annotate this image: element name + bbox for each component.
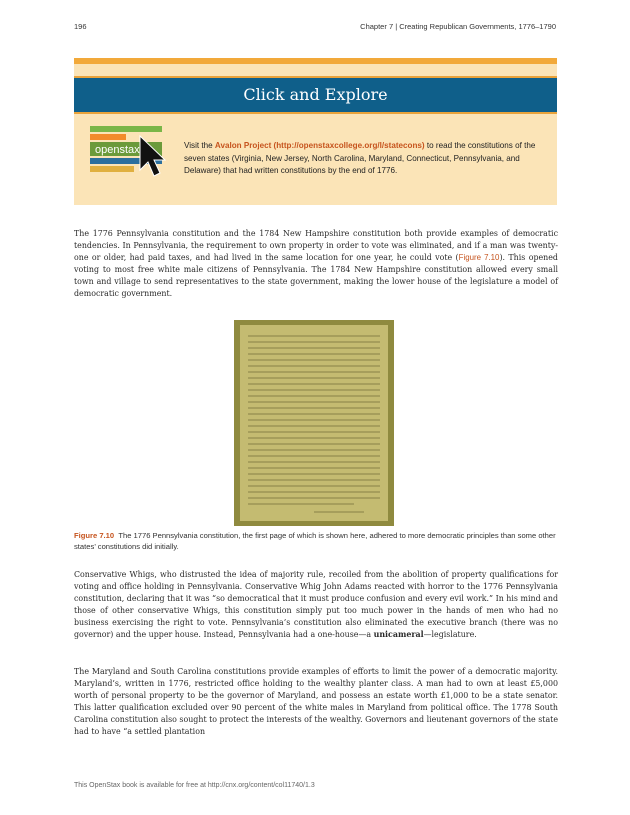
feature-title-band xyxy=(74,76,557,114)
openstax-logo xyxy=(90,126,170,178)
feature-title: Click and Explore xyxy=(243,85,388,104)
feature-text: Visit the Avalon Project (http://openstaxcollege.org/l/statecons) to read the constitutions of the seven states (Virginia, New Jersey, North Carolina, Maryland, Connecticut, Pennsylvania, and Delaware) that had written constitutions by the end of 1776. xyxy=(184,141,536,176)
body-paragraph-3: The Maryland and South Carolina constitutions provide examples of efforts to limit the power of a democratic majority. Maryland’s, written in 1776, restricted office holding to the wealthy planter class. A man had to own at least £5,000 worth of personal property to be the governor of Maryland, and possess an estate worth £1,000 to be a state senator. This latter qualification excluded over 90 percent of the white males in Maryland from political office. The 1778 South Carolina constitution also sought to protect the interests of the wealthy. Governors and lieutenant governors of the state had to have “a settled plantation xyxy=(74,667,558,736)
running-header xyxy=(74,22,556,34)
body-paragraph-1: The 1776 Pennsylvania constitution and the 1784 New Hampshire constitution both provide examples of democratic tendencies. In Pennsylvania, the requirement to own property in order to vote was eliminated, and if a man was twenty-one or older, had paid taxes, and had lived in the same location for one year, he could vote (Figure 7.10). This opened voting to most free white male citizens of Pennsylvania. The 1784 New Hampshire constitution allowed every small town and village to send representatives to the state government, making the lower house of the legislature a model of democratic government. xyxy=(74,229,558,298)
page-number: 196 xyxy=(74,22,87,31)
figure-label: Figure 7.10 xyxy=(74,531,115,540)
body-paragraph-2: Conservative Whigs, who distrusted the idea of majority rule, recoiled from the abolition of property qualifications for voting and office holding in Pennsylvania. Conservative Whig John Adams reacted with horror to the 1776 Pennsylvania constitution, declaring that it was “so democratical that it must produce confusion and every evil work.” In his mind and those of other conservative Whigs, this constitution simply put too much power in the hands of men who had no business exercising the right to vote. Pennsylvania’s constitution also eliminated the executive branch (there was no governor) and the upper house. Instead, Pennsylvania had a one-house—a unicameral—legislature. xyxy=(74,570,558,639)
avalon-project-link[interactable]: Avalon Project (http://openstaxcollege.org/l/statecons) xyxy=(214,141,425,151)
click-and-explore-box xyxy=(74,58,557,205)
figure-caption: Figure 7.10 The 1776 Pennsylvania constitution, the first page of which is shown here, adhered to more democratic principles than some other states’ constitutions did initially. xyxy=(74,531,556,551)
logo-text: openstax xyxy=(95,144,140,156)
figure-reference-link[interactable]: Figure 7.10 xyxy=(458,252,500,262)
page-footer: This OpenStax book is available for free at http://cnx.org/content/col11740/1.3 xyxy=(74,782,315,789)
key-term: unicameral xyxy=(373,629,424,639)
chapter-title: Chapter 7 | Creating Republican Governments, 1776–1790 xyxy=(360,22,556,31)
pennsylvania-constitution-image xyxy=(234,320,394,526)
box-top-rule xyxy=(74,58,557,64)
